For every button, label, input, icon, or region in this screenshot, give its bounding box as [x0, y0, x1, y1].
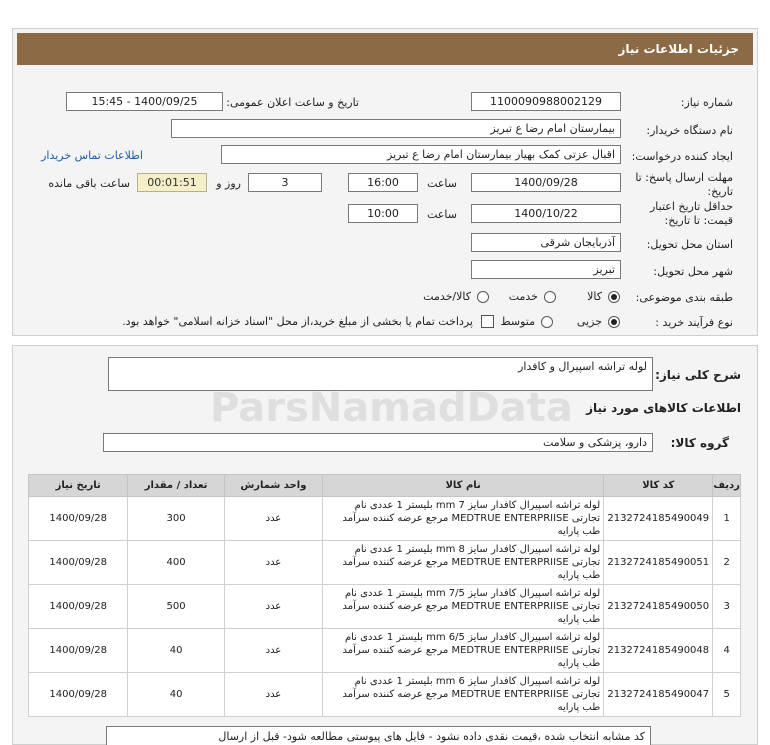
goods-panel — [12, 345, 758, 745]
cell-code: 2132724185490048 — [604, 629, 713, 673]
cell-qty: 40 — [128, 673, 224, 717]
province-label: استان محل تحویل: — [646, 238, 733, 251]
buyer-contact-link[interactable]: اطلاعات تماس خریدار — [41, 149, 143, 162]
col-name: نام کالا — [323, 475, 604, 497]
validity-time-label: ساعت — [427, 208, 457, 221]
process-radio-minor[interactable] — [608, 316, 620, 328]
deadline-label: مهلت ارسال پاسخ: تا تاریخ: — [635, 171, 733, 198]
deadline-date-field[interactable]: 1400/09/28 — [471, 173, 621, 192]
remaining-label: ساعت باقی مانده — [48, 177, 130, 190]
category-radio-goods-service[interactable] — [477, 291, 489, 303]
category-option-service: خدمت — [508, 290, 538, 303]
buyer-org-label: نام دستگاه خریدار: — [646, 124, 733, 137]
cell-code: 2132724185490050 — [604, 585, 713, 629]
cell-row-num: 1 — [713, 497, 741, 541]
col-row-num: ردیف — [713, 475, 741, 497]
cell-unit: عدد — [224, 541, 322, 585]
summary-label: شرح کلی نیاز: — [655, 368, 741, 382]
process-option-medium: متوسط — [500, 315, 535, 328]
cell-unit: عدد — [224, 673, 322, 717]
validity-time-field[interactable]: 10:00 — [348, 204, 418, 223]
cell-name: لوله تراشه اسپیرال کافدار سایز 8 mm بلیستر 1 عددی نام تجارتی MEDTRUE ENTERPRIISE مرجع عرضه کننده سرآمد طب پارایه — [323, 541, 604, 585]
col-unit: واحد شمارش — [224, 475, 322, 497]
creator-label: ایجاد کننده درخواست: — [631, 150, 733, 163]
footer-note-field[interactable]: کد مشابه انتخاب شده ،قیمت نقدی داده نشود - فایل های پیوستی مطالعه شود- قبل از ارسال — [106, 726, 651, 745]
cell-name: لوله تراشه اسپیرال کافدار سایز 6/5 mm بلیستر 1 عددی نام تجارتی MEDTRUE ENTERPRIISE مرجع عرضه کننده سرآمد طب پارایه — [323, 629, 604, 673]
buyer-org-field[interactable]: بیمارستان امام رضا ع تبریز — [171, 119, 621, 138]
need-number-label: شماره نیاز: — [680, 96, 733, 109]
cell-unit: عدد — [224, 629, 322, 673]
validity-date-field[interactable]: 1400/10/22 — [471, 204, 621, 223]
goods-table — [28, 474, 741, 717]
col-code: کد کالا — [604, 475, 713, 497]
cell-code: 2132724185490047 — [604, 673, 713, 717]
days-label: روز و — [216, 177, 241, 190]
days-field[interactable]: 3 — [248, 173, 322, 192]
category-radio-goods[interactable] — [608, 291, 620, 303]
remaining-timer: 00:01:51 — [137, 173, 207, 192]
city-label: شهر محل تحویل: — [653, 265, 733, 278]
process-option-minor: جزیی — [576, 315, 602, 328]
summary-field[interactable]: لوله تراشه اسپیرال و کافدار — [108, 357, 653, 391]
deadline-time-field[interactable]: 16:00 — [348, 173, 418, 192]
cell-unit: عدد — [224, 497, 322, 541]
cell-code: 2132724185490051 — [604, 541, 713, 585]
validity-label: حداقل تاریخ اعتبار قیمت: تا تاریخ: — [649, 200, 733, 227]
cell-row-num: 3 — [713, 585, 741, 629]
cell-qty: 400 — [128, 541, 224, 585]
city-field[interactable]: تبریز — [471, 260, 621, 279]
need-number-field[interactable]: 1100090988002129 — [471, 92, 621, 111]
cell-date: 1400/09/28 — [29, 629, 128, 673]
announce-field[interactable]: 1400/09/25 - 15:45 — [66, 92, 223, 111]
cell-row-num: 4 — [713, 629, 741, 673]
treasury-payment-note: پرداخت تمام یا بخشی از مبلغ خرید،از محل "اسناد خزانه اسلامی" خواهد بود. — [122, 315, 473, 328]
col-qty: تعداد / مقدار — [128, 475, 224, 497]
cell-date: 1400/09/28 — [29, 497, 128, 541]
goods-group-field[interactable]: دارو، پزشکی و سلامت — [103, 433, 653, 452]
cell-name: لوله تراشه اسپیرال کافدار سایز 7/5 mm بلیستر 1 عددی نام تجارتی MEDTRUE ENTERPRIISE مرجع عرضه کننده سرآمد طب پارایه — [323, 585, 604, 629]
cell-qty: 300 — [128, 497, 224, 541]
goods-info-title: اطلاعات کالاهای مورد نیاز — [586, 401, 741, 415]
cell-unit: عدد — [224, 585, 322, 629]
table-row[interactable] — [29, 541, 741, 585]
cell-qty: 40 — [128, 629, 224, 673]
creator-field[interactable]: اقبال عزتی کمک بهیار بیمارستان امام رضا ع تبریز — [221, 145, 621, 164]
need-details-panel — [12, 28, 758, 336]
cell-date: 1400/09/28 — [29, 673, 128, 717]
col-date: تاریخ نیاز — [29, 475, 128, 497]
category-option-goods: کالا — [587, 290, 602, 303]
cell-row-num: 2 — [713, 541, 741, 585]
process-label: نوع فرآیند خرید : — [655, 316, 733, 329]
cell-date: 1400/09/28 — [29, 541, 128, 585]
deadline-time-label: ساعت — [427, 177, 457, 190]
category-option-goods-service: کالا/خدمت — [423, 290, 471, 303]
treasury-payment-checkbox[interactable] — [481, 315, 494, 328]
province-field[interactable]: آذربایجان شرقی — [471, 233, 621, 252]
cell-name: لوله تراشه اسپیرال کافدار سایز 6 mm بلیستر 1 عددی نام تجارتی MEDTRUE ENTERPRIISE مرجع عرضه کننده سرآمد طب پارایه — [323, 673, 604, 717]
category-label: طبقه بندی موضوعی: — [635, 291, 733, 304]
table-row[interactable] — [29, 497, 741, 541]
cell-code: 2132724185490049 — [604, 497, 713, 541]
goods-group-label: گروه کالا: — [670, 436, 729, 450]
announce-label: تاریخ و ساعت اعلان عمومی: — [226, 96, 359, 109]
table-row[interactable] — [29, 585, 741, 629]
cell-date: 1400/09/28 — [29, 585, 128, 629]
table-row[interactable] — [29, 673, 741, 717]
table-row[interactable] — [29, 629, 741, 673]
table-header-row — [29, 475, 741, 497]
process-radio-medium[interactable] — [541, 316, 553, 328]
parsnamad-watermark: ParsNamadData — [210, 385, 573, 431]
cell-name: لوله تراشه اسپیرال کافدار سایز 7 mm بلیستر 1 عددی نام تجارتی MEDTRUE ENTERPRIISE مرجع عرضه کننده سرآمد طب پارایه — [323, 497, 604, 541]
cell-qty: 500 — [128, 585, 224, 629]
category-radio-service[interactable] — [544, 291, 556, 303]
cell-row-num: 5 — [713, 673, 741, 717]
panel-header: جزئیات اطلاعات نیاز — [17, 33, 753, 65]
